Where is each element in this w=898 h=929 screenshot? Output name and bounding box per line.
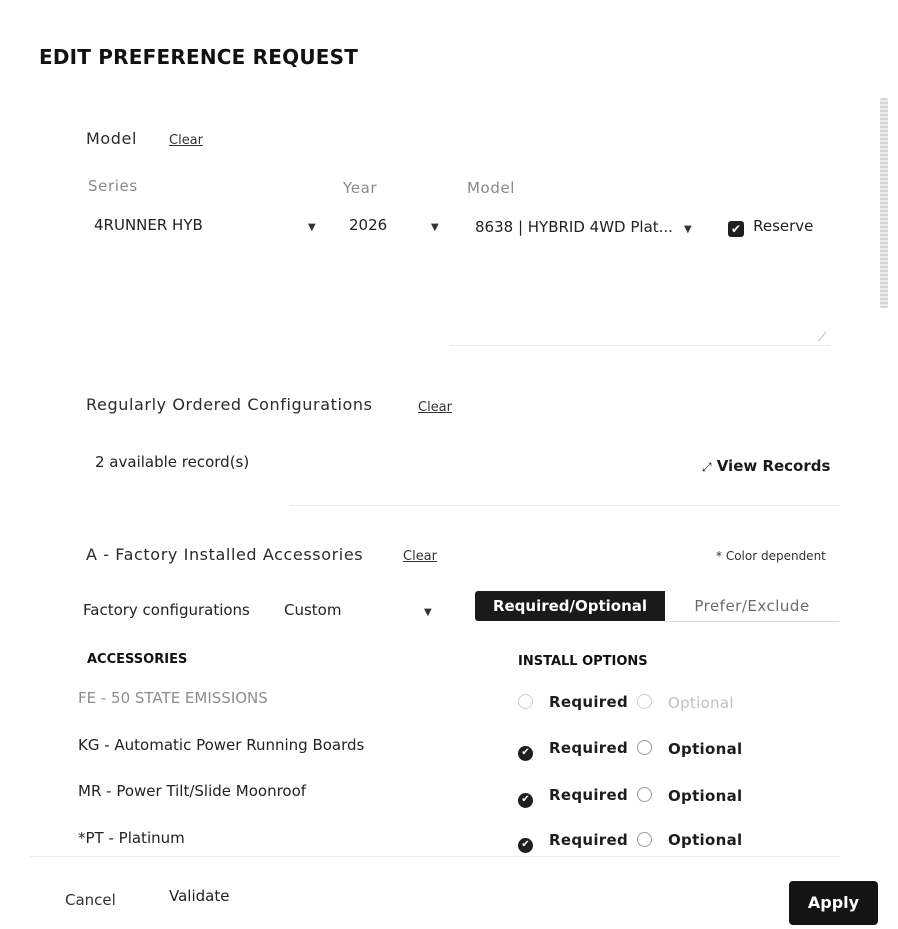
accessories-column-header: ACCESSORIES <box>87 652 188 667</box>
chevron-down-icon: ▼ <box>684 224 692 235</box>
accessory-row-label: FE - 50 STATE EMISSIONS <box>78 689 268 707</box>
required-radio-label: Required <box>549 831 628 849</box>
required-radio[interactable] <box>518 740 533 761</box>
optional-radio-label: Optional <box>668 694 734 712</box>
required-radio[interactable] <box>518 832 533 853</box>
radio-empty-icon <box>637 832 652 847</box>
list-item-clipped <box>78 829 838 850</box>
install-options-column-header: INSTALL OPTIONS <box>518 654 648 669</box>
accessory-row-label: MR - Power Tilt/Slide Moonroof <box>78 782 307 800</box>
model-section-label: Model <box>86 129 138 148</box>
optional-radio-label: Optional <box>668 740 743 758</box>
scrollbar[interactable] <box>880 98 888 308</box>
model-clear-link[interactable]: Clear <box>169 133 203 148</box>
cancel-button[interactable]: Cancel <box>65 891 116 909</box>
optional-radio-label: Optional <box>668 831 743 849</box>
required-radio-label: Required <box>549 693 628 711</box>
dialog-title: EDIT PREFERENCE REQUEST <box>39 45 359 69</box>
tab-required-optional[interactable]: Required/Optional <box>475 591 665 621</box>
radio-empty-icon <box>518 694 533 709</box>
radio-checked-icon: ✔ <box>518 746 533 761</box>
apply-button[interactable]: Apply <box>789 881 878 925</box>
accessory-row-label: KG - Automatic Power Running Boards <box>78 736 365 754</box>
records-count: 2 available record(s) <box>95 453 250 471</box>
divider <box>290 505 840 506</box>
optional-radio <box>637 694 652 713</box>
factory-config-value: Custom <box>284 601 342 619</box>
model-select[interactable] <box>470 214 698 240</box>
chevron-down-icon: ▼ <box>308 222 316 233</box>
factory-config-label: Factory configurations <box>83 601 250 619</box>
configs-clear-link[interactable]: Clear <box>418 400 452 415</box>
required-radio[interactable] <box>518 787 533 808</box>
accessory-row-label: *PT - Platinum <box>78 829 185 847</box>
series-value: 4RUNNER HYB <box>94 216 203 234</box>
optional-radio-label: Optional <box>668 787 743 805</box>
accessories-section-label: A - Factory Installed Accessories <box>86 545 364 564</box>
view-records-button[interactable] <box>702 456 830 475</box>
year-value: 2026 <box>349 216 388 234</box>
resize-grip-icon[interactable]: ⟋ <box>818 330 827 344</box>
required-radio[interactable] <box>518 694 533 713</box>
color-dependent-note: * Color dependent <box>716 549 826 563</box>
chevron-down-icon: ▼ <box>424 607 432 618</box>
divider <box>30 856 840 857</box>
radio-empty-icon <box>637 694 652 709</box>
accessories-clear-link[interactable]: Clear <box>403 549 437 564</box>
series-label: Series <box>88 177 138 195</box>
radio-empty-icon <box>637 740 652 755</box>
year-select[interactable] <box>343 214 443 240</box>
checkbox-checked-icon: ✔ <box>728 221 744 237</box>
required-radio-label: Required <box>549 786 628 804</box>
divider <box>450 345 830 346</box>
validate-button[interactable]: Validate <box>169 887 230 905</box>
radio-empty-icon <box>637 787 652 802</box>
radio-checked-icon: ✔ <box>518 838 533 853</box>
view-records-label: View Records <box>716 457 831 475</box>
year-label: Year <box>343 179 378 197</box>
reserve-label: Reserve <box>753 217 814 235</box>
radio-checked-icon: ✔ <box>518 793 533 808</box>
tab-prefer-exclude[interactable]: Prefer/Exclude <box>665 591 839 622</box>
factory-config-select[interactable] <box>278 598 438 624</box>
optional-radio[interactable] <box>637 740 652 759</box>
expand-icon: ⤢ <box>702 460 712 474</box>
optional-radio[interactable] <box>637 832 652 851</box>
optional-radio[interactable] <box>637 787 652 806</box>
chevron-down-icon: ▼ <box>431 222 439 233</box>
series-select[interactable] <box>88 214 320 240</box>
reserve-checkbox[interactable] <box>728 218 813 237</box>
required-radio-label: Required <box>549 739 628 757</box>
model-label: Model <box>467 179 516 197</box>
configs-section-label: Regularly Ordered Configurations <box>86 395 373 414</box>
model-value: 8638 | HYBRID 4WD Plat... <box>475 218 673 236</box>
